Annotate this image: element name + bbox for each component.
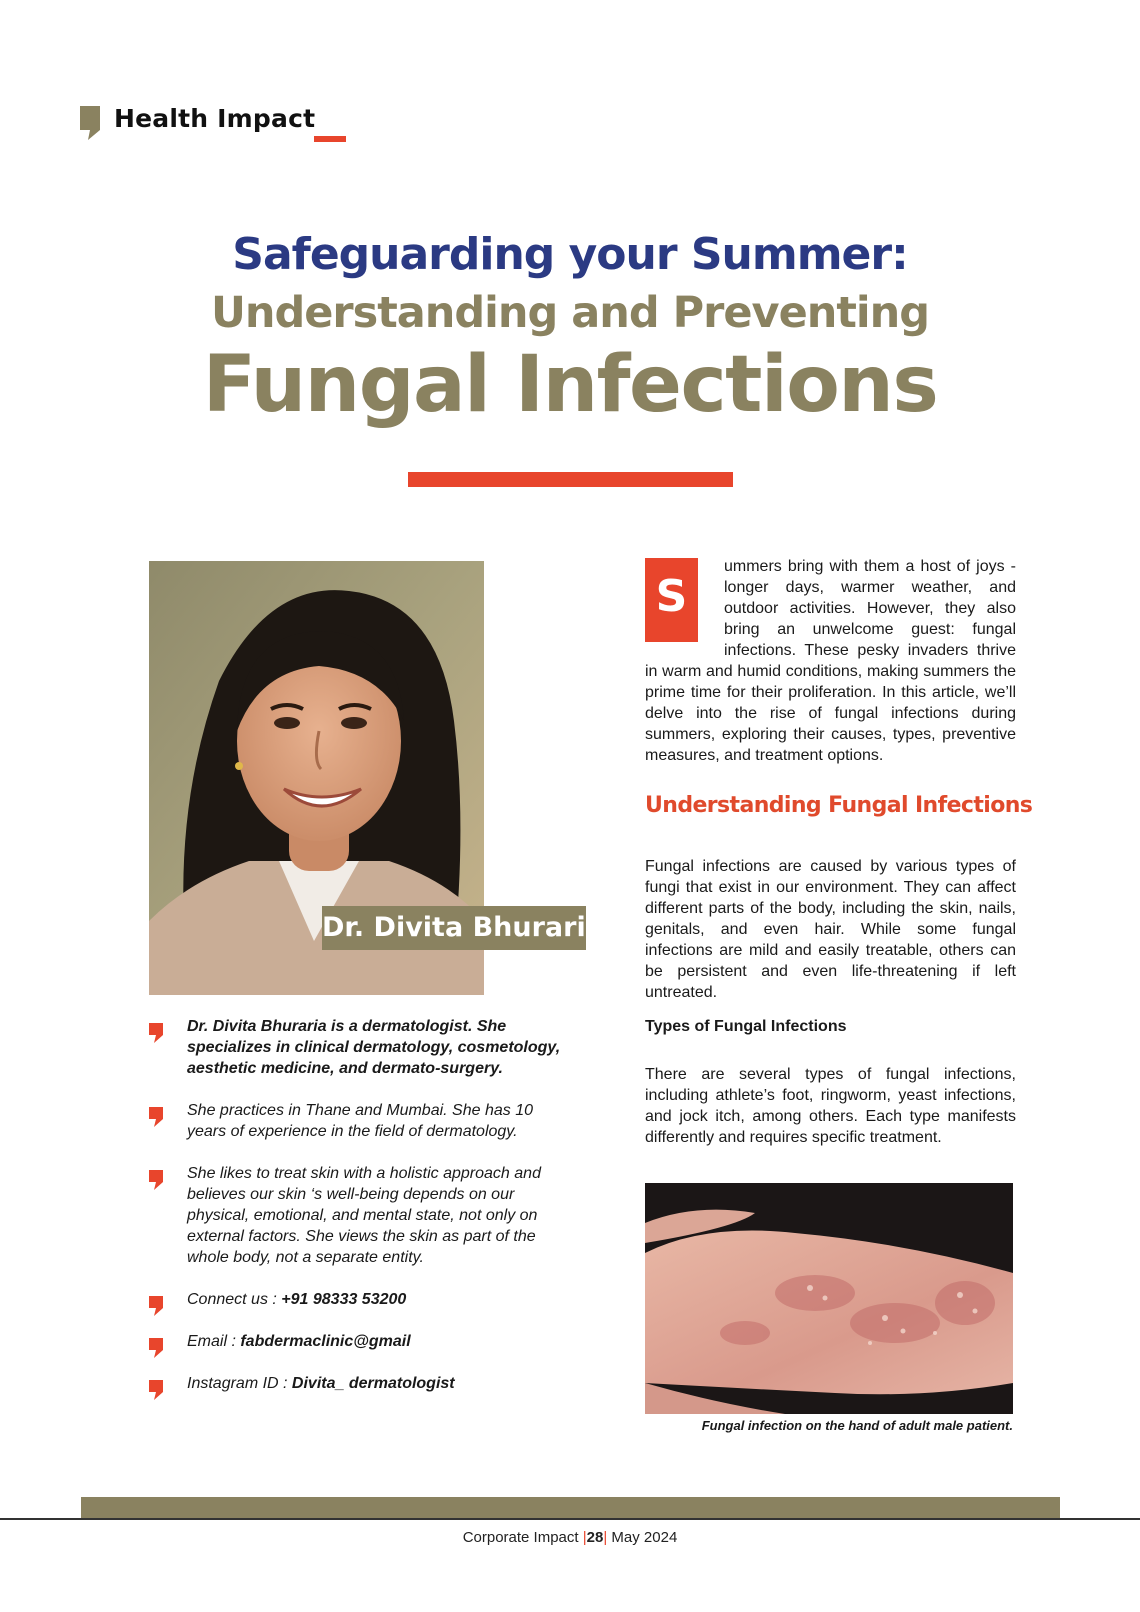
section-label: Health Impact bbox=[114, 104, 316, 133]
title-divider bbox=[408, 472, 733, 487]
instagram-handle[interactable]: Divita_ dermatologist bbox=[291, 1375, 455, 1392]
headline-line-1: Safeguarding your Summer: bbox=[232, 229, 908, 280]
list-item bbox=[149, 1016, 569, 1079]
bio-text: Dr. Divita Bhuraria is a dermatologist. She specializes in clinical dermatology, cosmetology, aesthetic medicine, and dermato-surgery. bbox=[187, 1018, 561, 1077]
email-address[interactable]: fabdermaclinic@gmail bbox=[240, 1333, 411, 1350]
page-footer bbox=[0, 1529, 1140, 1546]
headline-line-2: Understanding and Preventing bbox=[210, 288, 930, 338]
list-item bbox=[149, 1331, 569, 1352]
list-item bbox=[149, 1373, 569, 1394]
bullet-marker-icon bbox=[149, 1296, 163, 1316]
bio-text: She likes to treat skin with a holistic approach and believes our skin ‘s well-being depends on our physical, emotional, and mental state, not only on external factors. She views the skin as part of the whole body, not a separate entity. bbox=[187, 1165, 541, 1266]
intro-text: ummers bring with them a host of joys - longer days, warmer weather, and outdoor activities. However, they also bring an unwelcome guest: fungal infections. These pesky invaders thrive in warm and humid conditions, making summers the prime time for their proliferation. In this article, we’ll delve into the rise of fungal infections during summers, exploring their causes, types, preventive measures, and treatment options. bbox=[645, 558, 1016, 764]
section-dash bbox=[314, 136, 346, 142]
bio-text: She practices in Thane and Mumbai. She has 10 years of experience in the field of dermatology. bbox=[187, 1102, 533, 1140]
phone-label: Connect us : bbox=[187, 1291, 282, 1308]
issue-date: May 2024 bbox=[607, 1529, 678, 1546]
bullet-marker-icon bbox=[149, 1380, 163, 1400]
instagram-label: Instagram ID : bbox=[187, 1375, 292, 1392]
bullet-marker-icon bbox=[149, 1107, 163, 1127]
bullet-marker-icon bbox=[149, 1170, 163, 1190]
author-name-badge: Dr. Divita Bhuraria bbox=[322, 906, 586, 950]
footer-separator: | bbox=[603, 1529, 608, 1546]
section-marker-icon bbox=[80, 106, 100, 140]
author-bio-list bbox=[149, 1016, 569, 1415]
bullet-marker-icon bbox=[149, 1338, 163, 1358]
image-caption: Fungal infection on the hand of adult male patient. bbox=[701, 1418, 1013, 1433]
minor-heading: Types of Fungal Infections bbox=[645, 1018, 847, 1035]
page-number: 28 bbox=[586, 1529, 604, 1546]
list-item bbox=[149, 1289, 569, 1310]
section-subheading: Understanding Fungal Infections bbox=[645, 793, 1033, 818]
footer-rule bbox=[0, 1518, 1140, 1520]
body-paragraph: Fungal infections are caused by various types of fungi that exist in our environment. They can affect different parts of the body, including the skin, nails, genitals, and even hair. While some fungal infections are mild and easily treatable, others can be persistent and even life-threatening if left untreated. bbox=[645, 858, 1016, 1001]
bullet-marker-icon bbox=[149, 1023, 163, 1043]
article-intro bbox=[645, 556, 1016, 766]
drop-cap: S bbox=[645, 558, 698, 642]
headline-line-3: Fungal Infections bbox=[202, 340, 938, 430]
body-paragraph: There are several types of fungal infections, including athlete’s foot, ringworm, yeast infections, and jock itch, among others. Each type manifests differently and requires specific treatment. bbox=[645, 1066, 1016, 1146]
footer-separator: | bbox=[582, 1529, 587, 1546]
email-label: Email : bbox=[187, 1333, 241, 1350]
fungal-infection-photo bbox=[645, 1183, 1013, 1414]
footer-band bbox=[81, 1497, 1060, 1518]
publication-name: Corporate Impact bbox=[462, 1529, 583, 1546]
phone-number[interactable]: +91 98333 53200 bbox=[281, 1291, 407, 1308]
list-item bbox=[149, 1163, 569, 1268]
list-item bbox=[149, 1100, 569, 1142]
